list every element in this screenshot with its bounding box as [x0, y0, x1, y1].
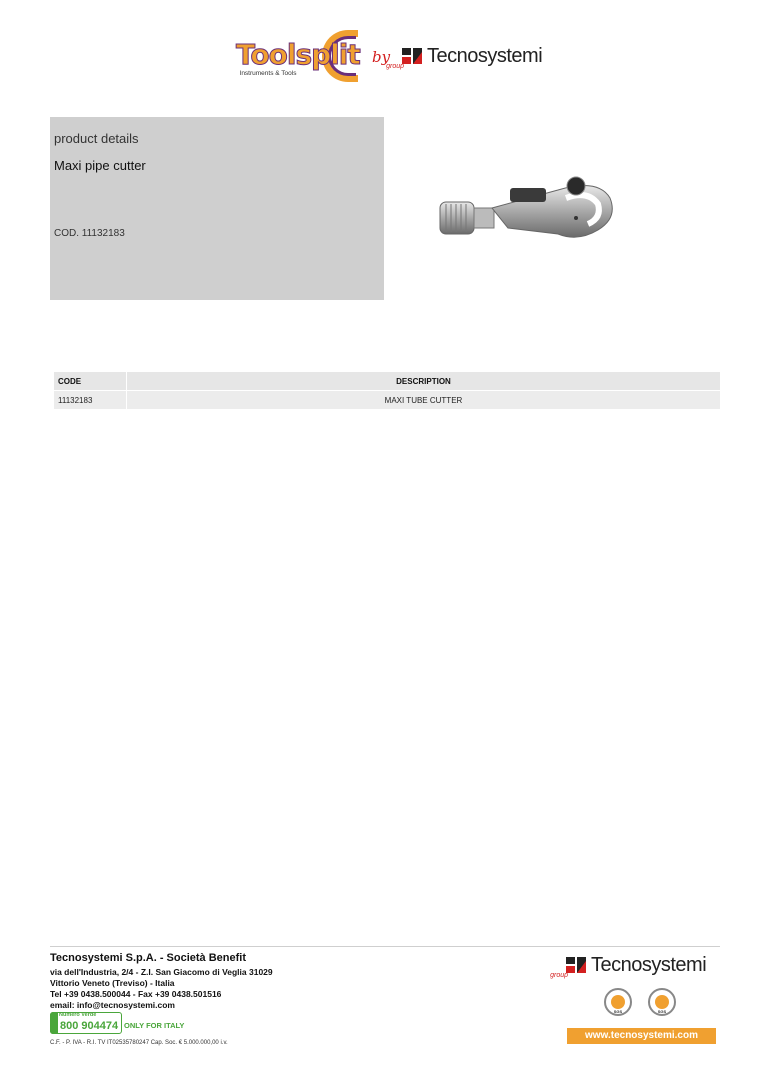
pipe-cutter-icon — [438, 168, 618, 248]
cert-check-icon — [611, 995, 625, 1009]
table-header-row — [54, 372, 721, 391]
footer-divider — [50, 946, 720, 947]
row-description: MAXI TUBE CUTTER — [127, 391, 721, 410]
toolsplit-wordmark: Toolsplit — [236, 38, 360, 71]
toolsplit-logo — [236, 28, 360, 90]
cert-label: SGS — [657, 1009, 667, 1014]
cert-label: SGS — [613, 1009, 623, 1014]
tecnosystemi-mark-icon — [402, 48, 422, 64]
sgs-certification-icon — [648, 988, 676, 1016]
numero-verde-number: 800 904474 — [60, 1020, 119, 1032]
table-row — [54, 391, 721, 410]
numero-verde-badge — [50, 1012, 200, 1034]
tecnosystemi-wordmark: Tecnosystemi — [591, 954, 707, 976]
tecnosystemi-mark-icon — [566, 957, 586, 973]
tecnosystemi-group: group — [550, 972, 568, 979]
footer-phone: Tel +39 0438.500044 - Fax +39 0438.501516 — [50, 989, 222, 999]
footer-company: Tecnosystemi S.p.A. - Società Benefit — [50, 952, 247, 964]
footer-email[interactable]: email: info@tecnosystemi.com — [50, 1000, 175, 1010]
toolsplit-subtitle: Instruments & Tools — [239, 70, 297, 77]
product-details-panel — [50, 117, 384, 300]
product-table — [54, 372, 721, 409]
by-text: by — [372, 48, 391, 66]
row-code: 11132183 — [54, 391, 127, 410]
numero-verde-label: Numero Verde — [59, 1012, 97, 1018]
product-name: Maxi pipe cutter — [54, 158, 146, 173]
product-code: COD. 11132183 — [54, 228, 125, 239]
footer-address-1: via dell'Industria, 2/4 - Z.I. San Giacomo di Veglia 31029 — [50, 967, 273, 977]
only-italy-text: ONLY FOR ITALY — [124, 1021, 185, 1030]
cert-check-icon — [655, 995, 669, 1009]
footer-address-2: Vittorio Veneto (Treviso) - Italia — [50, 978, 175, 988]
footer-legal: C.F. - P. IVA - R.I. TV IT02535780247 Cap. Soc. € 5.000.000,00 i.v. — [50, 1040, 228, 1046]
product-details-label: product details — [54, 131, 139, 146]
phone-handset-icon — [50, 1012, 58, 1034]
tecnosystemi-group: group — [386, 63, 404, 70]
website-link[interactable]: www.tecnosystemi.com — [567, 1028, 716, 1044]
tecnosystemi-wordmark: Tecnosystemi — [427, 45, 543, 67]
sgs-certification-icon — [604, 988, 632, 1016]
numero-verde-box — [50, 1012, 122, 1034]
column-header-code: CODE — [54, 372, 127, 391]
column-header-description: DESCRIPTION — [127, 372, 721, 391]
